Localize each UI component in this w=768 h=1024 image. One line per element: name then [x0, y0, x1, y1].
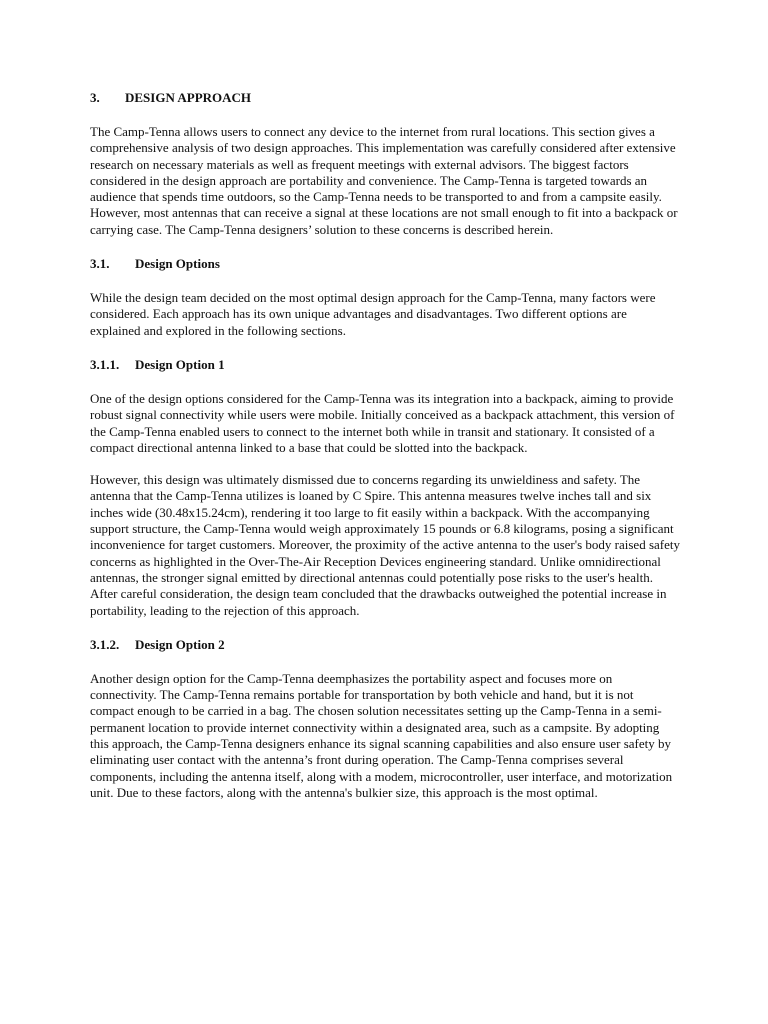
section-3-1-2-number: 3.1.2.	[90, 636, 120, 652]
section-3-number: 3.	[90, 90, 100, 105]
section-3-heading	[90, 90, 680, 106]
section-3-paragraph: The Camp-Tenna allows users to connect any device to the internet from rural locations. This section gives a comprehensive analysis of two design approaches. This implementation was carefully considered after extensive research on necessary materials as well as frequent meetings with external advisors. The biggest factors considered in the design approach are portability and convenience. The Camp-Tenna is targeted towards an audience that spends time outdoors, so the Camp-Tenna needs to be transported to and from a campsite easily. However, most antennas that can receive a signal at these locations are not small enough to fit into a backpack or carrying case. The Camp-Tenna designers’ solution to these concerns is described herein.	[90, 124, 678, 237]
section-3-1-2-paragraph: Another design option for the Camp-Tenna deemphasizes the portability aspect and focuses more on connectivity. The Camp-Tenna remains portable for transportation by both vehicle and hand, but it is not compact enough to be carried in a bag. The chosen solution necessitates setting up the Camp-Tenna in a semi-permanent location to provide internet connectivity within a designated area, such as a campsite. By adopting this approach, the Camp-Tenna designers enhance its signal scanning capabilities and also ensure user safety by eliminating user contact with the antenna’s front during operation. The Camp-Tenna comprises several components, including the antenna itself, along with a modem, microcontroller, user interface, and motorization unit. Due to these factors, along with the antenna's bulkier size, this approach is the most optimal.	[90, 670, 673, 800]
section-3-title: DESIGN APPROACH	[125, 90, 252, 105]
section-3-1-2-title: Design Option 2	[135, 636, 225, 652]
section-3-1-title: Design Options	[135, 256, 220, 272]
section-3-1-paragraph: While the design team decided on the most optimal design approach for the Camp-Tenna, many factors were considered. Each approach has its own unique advantages and disadvantages. Two different options are explained and explored in the following sections.	[90, 290, 656, 338]
section-3-1-1-number: 3.1.1.	[90, 356, 120, 372]
section-3-1-1-title: Design Option 1	[135, 356, 225, 372]
document-page	[90, 90, 680, 801]
section-3-1-1-paragraph-2: However, this design was ultimately dismissed due to concerns regarding its unwieldiness and safety. The antenna that the Camp-Tenna utilizes is loaned by C Spire. This antenna measures twelve inches tall and six inches wide (30.48x15.24cm), rendering it too large to fit easily within a backpack. With the accompanying support structure, the Camp-Tenna would weigh approximately 15 pounds or 6.8 kilograms, posing a significant inconvenience for target customers. Moreover, the proximity of the active antenna to the user's body raised safety concerns as highlighted in the Over-The-Air Reception Devices engineering standard. Unlike omnidirectional antennas, the stronger signal emitted by directional antennas could potentially pose risks to the user's health. After careful consideration, the design team concluded that the drawbacks outweighed the potential increase in portability, leading to the rejection of this approach.	[90, 472, 680, 618]
section-3-1-1-heading	[90, 357, 680, 373]
section-3-1-2-heading	[90, 637, 680, 653]
section-3-1-heading	[90, 256, 680, 272]
section-3-1-number: 3.1.	[90, 256, 110, 272]
section-3-1-1-paragraph-1: One of the design options considered for the Camp-Tenna was its integration into a backpack, aiming to provide robust signal connectivity while users were mobile. Initially conceived as a backpack attachment, this version of the Camp-Tenna enabled users to connect to the internet both while in transit and stationary. It consisted of a compact directional antenna linked to a base that could be slotted into the backpack.	[90, 390, 675, 455]
